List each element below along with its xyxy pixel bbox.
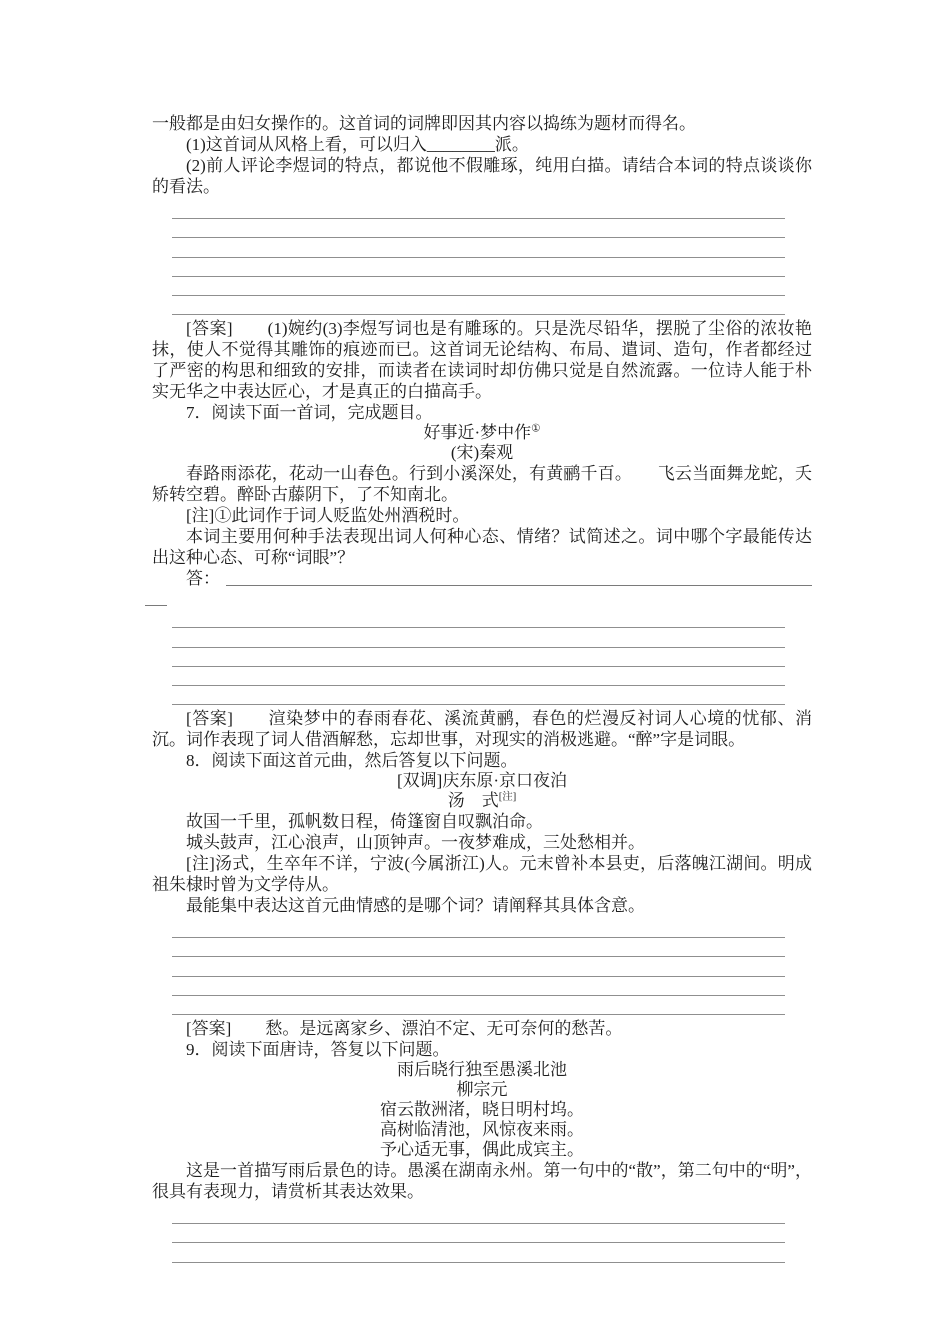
- answer-prompt-q7: [152, 568, 812, 589]
- answer-underline-wrap: [145, 589, 167, 606]
- answer-lines-q8: [172, 919, 785, 1015]
- poem-author-qinguan: (宋)秦观: [450, 443, 514, 463]
- qu-title-qingdongyuan: [双调]庆东原·京口夜泊: [397, 771, 567, 791]
- question-8-intro: 8．阅读下面这首元曲，然后答复以下问题。: [186, 751, 518, 771]
- answer-line: [172, 1243, 785, 1262]
- continuation-paragraph: 一般都是由妇女操作的。这首词的词牌即因其内容以捣练为题材而得名。: [152, 114, 696, 133]
- qu-note-tangshi: [注]汤式，生卒年不详，宁波(今属浙江)人。元末曾补本县吏，后落魄江湖间。明成祖朱棣时曾为文学侍从。: [152, 854, 812, 895]
- answer-q8: [答案] 愁。是远离家乡、漂泊不定、无可奈何的愁苦。: [186, 1019, 623, 1038]
- answer-line: [172, 1224, 785, 1243]
- question-9-text: 这是一首描写雨后景色的诗。愚溪在湖南永州。第一句中的“散”，第二句中的“明”，很具有表现力，请赏析其表达效果。: [152, 1161, 812, 1201]
- question-7-text: 本词主要用何种手法表现出词人何种心态、情绪？试简述之。词中哪个字最能传达出这种心态、可称“词眼”？: [152, 527, 812, 568]
- poem-title-haoshijin: [152, 423, 812, 443]
- tang-poem-line-2: 高树临清池，风惊夜来雨。: [380, 1120, 584, 1139]
- answer-line: [172, 938, 785, 957]
- answer-lines-q7: [172, 609, 785, 705]
- poem-body-haoshijin: 春路雨添花，花动一山春色。行到小溪深处，有黄鹂千百。 飞云当面舞龙蛇，夭矫转空碧。醉卧古藤阴下，了不知南北。: [152, 464, 812, 505]
- qu-author-tangshi: [152, 791, 812, 811]
- answer-line: [172, 219, 785, 238]
- answer-line: [172, 996, 785, 1015]
- answer-line: [172, 977, 785, 996]
- answer-q7: [答案] 渲染梦中的春雨春花、溪流黄鹂，春色的烂漫反衬词人心境的忧郁、消沉。词作表现了词人借酒解愁，忘却世事，对现实的消极逃避。“醉”字是词眼。: [152, 709, 812, 750]
- tang-poem-line-3: 予心适无事，偶此成宾主。: [380, 1140, 584, 1159]
- answer-q6: [答案] (1)婉约(3)李煜写词也是有雕琢的。只是洗尽铅华，摆脱了尘俗的浓妆艳抹，使人不觉得其雕饰的痕迹而已。这首词无论结构、布局、遣词、造句，作者都经过了严密的构思和细致的安排，而读者在读词时却仿佛只觉是自然流露。一位诗人能于朴实无华之中表达匠心，才是真正的白描高手。: [152, 319, 812, 402]
- poem-note-haoshijin: [注]①此词作于词人贬监处州酒税时。: [186, 506, 470, 526]
- answer-line: [172, 957, 785, 976]
- answer-line: [172, 648, 785, 667]
- answer-line: [172, 277, 785, 296]
- tang-poem-author: 柳宗元: [456, 1080, 508, 1099]
- question-8-text: 最能集中表达这首元曲情感的是哪个词？请阐释其具体含意。: [186, 896, 645, 916]
- answer-line: [172, 667, 785, 686]
- poem-title-text: 好事近·梦中作: [423, 423, 532, 443]
- qu-author-text: 汤 式: [447, 791, 499, 811]
- answer-prompt-label: 答：: [186, 569, 220, 589]
- question-6-sub-1: (1)这首词从风格上看，可以归入________派。: [186, 135, 529, 154]
- answer-line: [172, 919, 785, 938]
- answer-line: [172, 628, 785, 647]
- answer-line: [172, 238, 785, 257]
- qu-line-1: 故国一千里，孤帆数日程，倚篷窗自叹飘泊命。: [186, 812, 543, 832]
- question-7-intro: 7．阅读下面一首词，完成题目。: [186, 403, 433, 423]
- answer-line: [172, 200, 785, 219]
- answer-lines-q6: [172, 200, 785, 315]
- answer-line: [172, 258, 785, 277]
- answer-line: [172, 296, 785, 315]
- footnote-marker-2: [注]: [498, 791, 517, 803]
- question-9-intro: 9．阅读下面唐诗，答复以下问题。: [186, 1040, 450, 1059]
- footnote-marker-1: ①: [531, 423, 541, 435]
- qu-line-2: 城头鼓声，江心浪声，山顶钟声。一夜梦难成，三处愁相并。: [186, 833, 645, 853]
- answer-line: [172, 686, 785, 705]
- answer-lines-q9: [172, 1205, 785, 1263]
- question-6-sub-2: (2)前人评论李煜词的特点，都说他不假雕琢，纯用白描。请结合本词的特点谈谈你的看法。: [152, 156, 812, 196]
- answer-line: [172, 1205, 785, 1224]
- tang-poem-title: 雨后晓行独至愚溪北池: [397, 1060, 567, 1079]
- answer-underline: [226, 585, 812, 586]
- answer-line: [172, 609, 785, 628]
- tang-poem-line-1: 宿云散洲渚，晓日明村坞。: [380, 1100, 584, 1119]
